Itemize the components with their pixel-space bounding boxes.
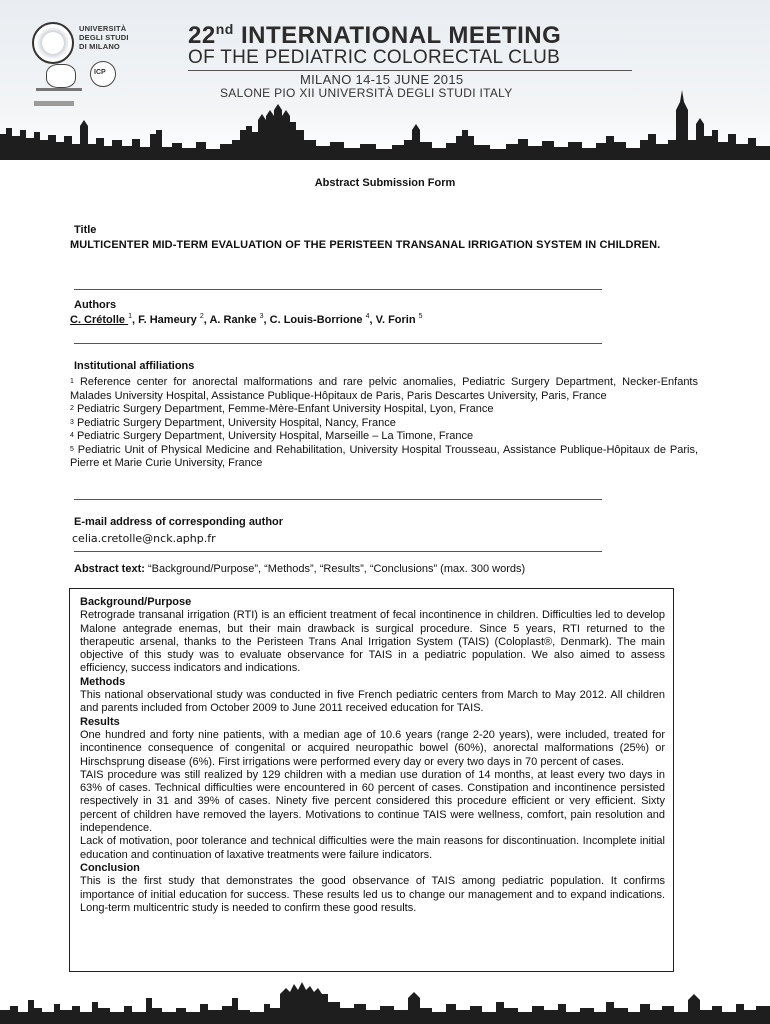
affiliation-number: 5 [70,445,74,453]
author-separator: , [203,314,210,326]
authors-list [70,314,423,326]
author-name: C. Crétolle [70,314,129,326]
affiliation-item [70,444,698,471]
affiliation-text: Reference center for anorectal malformations and rare pelvic anomalies, Pediatric Surgery Department, Necker-Enfants Malades University Hospital, Assistance Publique-Hôpitaux de Paris, Paris Descartes University, Paris, France [70,376,698,402]
affiliation-item [70,376,698,403]
conference-banner [0,0,770,160]
author-separator: , [369,314,376,326]
affiliation-text: Pediatric Surgery Department, Femme-Mère-Enfant University Hospital, Lyon, France [73,403,494,415]
affiliations-divider [74,499,602,500]
title-divider [74,289,602,290]
abstract-text-hint: “Background/Purpose”, “Methods”, “Results”, “Conclusions” (max. 300 words) [144,563,526,575]
author-separator: , [263,314,270,326]
abstract-paragraph: This national observational study was conducted in five French pediatric centers from March to May 2012. All children and parents included from October 2009 to June 2011 received education for TAIS. [80,689,665,715]
author-name: V. Forin [375,314,419,326]
author-name: C. Louis-Borrione [269,314,366,326]
affiliation-item [70,430,698,444]
affiliations-list [70,376,698,471]
icp-logo-text: ICP [94,69,106,76]
affiliation-text: Pediatric Surgery Department, University Hospital, Marseille – La Timone, France [73,430,474,442]
author-affiliation-number: 4 [365,313,370,320]
banner-divider [188,70,632,71]
meeting-dates: MILANO 14-15 JUNE 2015 [300,72,464,87]
meeting-title [188,22,561,50]
email-divider [74,551,602,552]
affiliation-item [70,417,698,431]
abstract-paragraph: One hundred and forty nine patients, with a median age of 10.6 years (range 2-20 years), were included, treated for incontinence consequence of congenital or acquired neuropathic bowel (60%), anorectal malformations (25%) or Hirschsprung disease (6%). First irrigations were performed every day or every two days in 70 percent of cases. [80,728,665,768]
abstract-section-heading: Results [80,715,120,728]
affiliation-number: 3 [70,418,74,426]
abstract-paragraph: TAIS procedure was still realized by 129 children with a median use duration of 14 months, at least every two days in 63% of cases. Technical difficulties were encountered in 60 percent of cases. Constipation and incontinence persisted respectively in 31 and 39% of cases. Ninety five percent considered this procedure efficient or very efficient. Sixty percent of children have removed the layers. Motivations to continue TAIS were wellness, comfort, pain resolution and independence. [80,768,665,835]
authors-label: Authors [74,299,117,311]
abstract-paragraph: Retrograde transanal irrigation (RTI) is an efficient treatment of fecal incontinence in children. Difficulties led to develop Malone antegrade enemas, but their main drawback is surgical procedure. Since 5 years, RTI returned to the therapeutic arsenal, thanks to the Peristeen Trans Anal Irrigation System (TAIS) (Coloplast®, Denmark). The main objective of this study was to evaluate observance for TAIS in a pediatric population. We also aimed to assess efficiency, success indicators and indications. [80,609,665,675]
abstract-section-heading: Methods [80,675,126,688]
title-label: Title [74,224,97,236]
university-seal-logo [32,22,74,64]
affiliation-number: 2 [70,405,74,412]
abstract-title: MULTICENTER MID-TERM EVALUATION OF THE PERISTEEN TRANSANAL IRRIGATION SYSTEM IN CHILDREN. [70,239,661,251]
author-affiliation-number: 3 [259,313,264,320]
meeting-venue: SALONE PIO XII UNIVERSITÀ DEGLI STUDI ITALY [220,86,513,100]
meeting-ordinal: nd [215,21,234,37]
abstract-text-label [74,563,525,575]
authors-divider [74,343,602,344]
author-affiliation-number: 5 [418,313,423,320]
affiliation-text: Pediatric Unit of Physical Medicine and Rehabilitation, University Hospital Trousseau, Assistance Publique-Hôpitaux de Paris, Pierre et Marie Curie University, France [70,443,698,469]
abstract-paragraph: Lack of motivation, poor tolerance and technical difficulties were the main reasons for discontinuation. Incomplete initial education and continuation of laxative treatments were failure indicators. [80,835,665,861]
author-name: F. Hameury [138,314,200,326]
author-affiliation-number: 1 [128,313,132,320]
author-separator: , [131,314,139,326]
affiliation-item [70,403,698,417]
meeting-name: INTERNATIONAL MEETING [233,22,562,49]
affiliation-number: 1 [70,378,74,385]
email-label: E-mail address of corresponding author [74,516,284,528]
affiliation-number: 4 [70,432,74,439]
form-heading: Abstract Submission Form [314,177,456,189]
meeting-number: 22 [188,22,216,49]
abstract-text-label-title: Abstract text: [74,563,145,575]
author-name: A. Ranke [209,314,260,326]
club-name: OF THE PEDIATRIC COLORECTAL CLUB [188,47,561,68]
milan-skyline-bottom [0,968,770,1024]
society-logo [46,64,76,88]
abstract-paragraph: This is the first study that demonstrates the good observance of TAIS among pediatric population. It confirms importance of initial education for success. These results led us to change our management and to expand indications. Long-term multicentric study is needed to confirm these good results. [80,875,665,914]
abstract-section-heading: Background/Purpose [80,596,192,608]
corresponding-email: celia.cretolle@nck.aphp.fr [72,532,216,545]
affiliation-text: Pediatric Surgery Department, University Hospital, Nancy, France [73,416,396,429]
author-affiliation-number: 2 [199,313,204,320]
affiliations-label: Institutional affiliations [74,360,195,372]
milan-skyline-top [0,90,770,160]
abstract-section-heading: Conclusion [80,861,140,874]
abstract-box [69,588,674,972]
university-name: UNIVERSITÀ DEGLI STUDI DI MILANO [79,24,129,51]
